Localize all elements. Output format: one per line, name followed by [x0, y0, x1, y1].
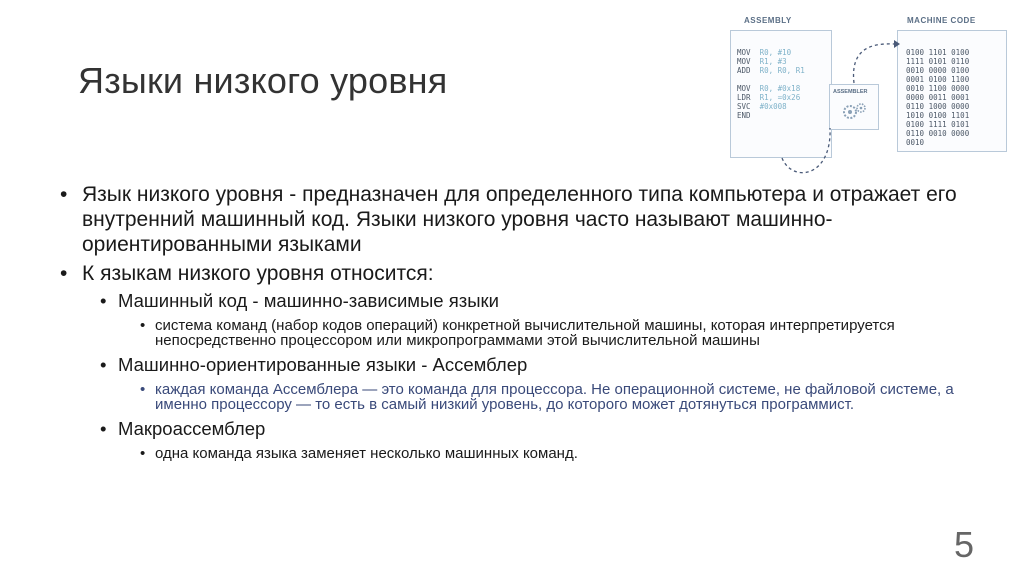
includes-text: К языкам низкого уровня относится: [82, 262, 434, 285]
gears-icon [830, 85, 878, 129]
sub-bullet-assembler [60, 354, 960, 376]
asm-op-0: MOV [737, 48, 751, 57]
detail-macroassembler [60, 446, 960, 461]
asm-op-5: LDR [737, 93, 751, 102]
assembler-label: ASSEMBLER [833, 89, 868, 95]
mc-line-0: 0100 1101 0100 [906, 48, 970, 57]
asm-arg-4: R0, #0x18 [759, 84, 801, 93]
bullet-dot: • [100, 418, 107, 439]
machine-code-header: MACHINE CODE [907, 16, 976, 25]
bullet-dot: • [60, 183, 68, 206]
mc-line-9: 0110 0010 0000 [906, 129, 970, 138]
macroassembler-text: Макроассемблер [118, 418, 266, 439]
machine-code-box [897, 30, 1007, 152]
asm-op-2: ADD [737, 66, 751, 75]
bullet-dot: • [100, 354, 107, 375]
machine-code [906, 39, 969, 147]
asm-arg-2: R0, R0, R1 [759, 66, 805, 75]
sub-bullet-macroassembler [60, 418, 960, 440]
assembler-box [829, 84, 879, 130]
bullet-dot: • [140, 317, 146, 334]
asm-op-4: MOV [737, 84, 751, 93]
asm-op-7: END [737, 111, 751, 120]
asm-arg-6: #0x008 [759, 102, 787, 111]
bullet-dot: • [100, 290, 107, 311]
sub-bullet-machine-code [60, 290, 960, 312]
macroassembler-detail: одна команда языка заменяет несколько машинных команд. [155, 445, 578, 462]
mc-line-8: 0100 1111 0101 [906, 120, 970, 129]
page-number: 5 [953, 524, 974, 565]
asm-arg-1: R1, #3 [759, 57, 787, 66]
assembler-text: Машинно-ориентированные языки - Ассемблер [118, 354, 528, 375]
assembly-code [737, 39, 805, 120]
bullet-dot: • [140, 445, 146, 462]
mc-line-4: 0010 1100 0000 [906, 84, 970, 93]
assembler-detail: каждая команда Ассемблера — это команда для процессора. Не операционной системе, не файловой системе, а именно процессору — то есть в самый низкий уровень, до которого может дотянуться программист. [155, 381, 954, 413]
arrow-to-machine-code [854, 44, 894, 83]
detail-machine-code [60, 318, 960, 348]
mc-line-5: 0000 0011 0001 [906, 93, 970, 102]
mc-line-2: 0010 0000 0100 [906, 66, 970, 75]
bullet-includes [60, 261, 960, 286]
asm-arg-0: R0, #10 [759, 48, 792, 57]
bullet-definition [60, 182, 960, 257]
slide-content [60, 182, 960, 467]
definition-text: Язык низкого уровня - предназначен для определенного типа компьютера и отражает его внутренний машинный код. Языки низкого уровня часто называют машинно-ориентированными языками [82, 183, 957, 256]
mc-line-6: 0110 1000 0000 [906, 102, 970, 111]
asm-op-1: MOV [737, 57, 751, 66]
asm-op-6: SVC [737, 102, 751, 111]
mc-line-1: 1111 0101 0110 [906, 57, 970, 66]
bullet-dot: • [140, 381, 146, 398]
assembly-box [730, 30, 832, 158]
machine-code-detail: система команд (набор кодов операций) конкретной вычислительной машины, которая интерпретируется непосредственно процессором или микропрограммами этой вычислительной машины [155, 317, 895, 349]
slide-title: Языки низкого уровня [78, 60, 448, 101]
machine-code-text: Машинный код - машинно-зависимые языки [118, 290, 499, 311]
mc-line-10: 0010 [906, 138, 925, 147]
mc-line-3: 0001 0100 1100 [906, 75, 970, 84]
detail-assembler [60, 382, 960, 412]
mc-line-7: 1010 0100 1101 [906, 111, 970, 120]
asm-arg-5: R1, =0x26 [759, 93, 801, 102]
assembly-diagram [722, 8, 1012, 184]
assembly-header: ASSEMBLY [744, 16, 792, 25]
bullet-dot: • [60, 262, 68, 285]
